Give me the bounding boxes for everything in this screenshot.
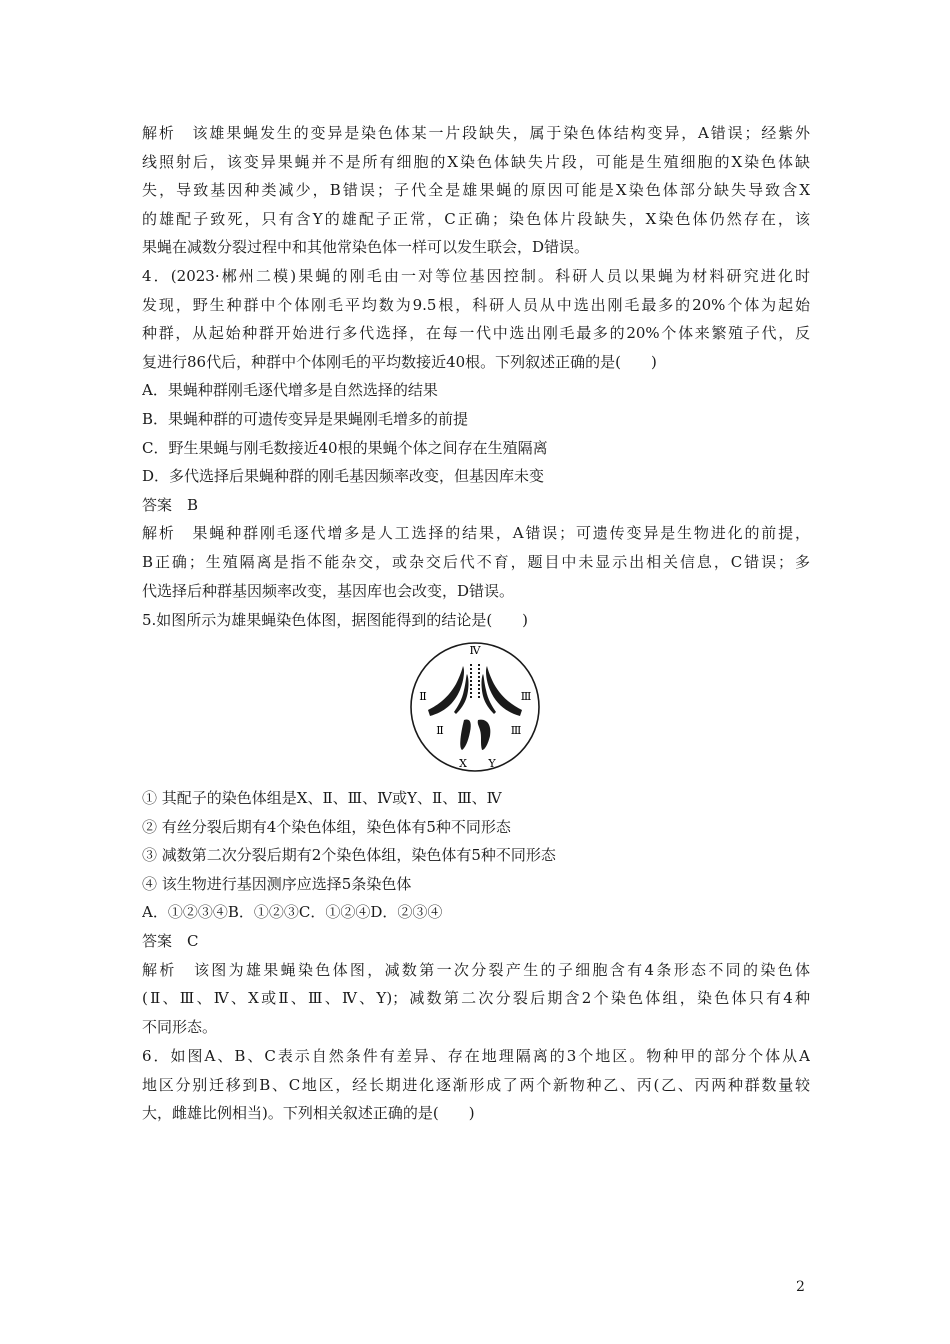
q3-analysis-line: 的雄配子致死，只有含Y的雄配子正常，C正确；染色体片段缺失，X染色体仍然存在，该 [142, 209, 810, 228]
label-x: X [459, 757, 467, 770]
question-4 [142, 262, 810, 605]
q5-options: A．①②③④B．①②③C．①②④D．②③④ [142, 903, 443, 922]
q5-stem-line: 5.如图所示为雄果蝇染色体图，据图能得到的结论是( ) [142, 611, 529, 629]
karyotype-diagram [408, 640, 542, 774]
q5-analysis-line: 解析 该图为雄果蝇染色体图，减数第一次分裂产生的子细胞含有4条形态不同的染色体 [142, 960, 810, 979]
q3-analysis [142, 119, 810, 262]
q4-option-a: A．果蝇种群刚毛逐代增多是自然选择的结果 [142, 381, 438, 400]
page-number: 2 [796, 1279, 805, 1295]
question-5-body [142, 784, 810, 1041]
chromosome-figure [408, 640, 542, 774]
q6-stem-line: 6．如图A、B、C表示自然条件有差异、存在地理隔离的3个地区。物种甲的部分个体从A [142, 1047, 810, 1065]
q5-statement: ① 其配子的染色体组是X、Ⅱ、Ⅲ、Ⅳ或Y、Ⅱ、Ⅲ、Ⅳ [142, 789, 502, 807]
q5-analysis-line: 不同形态。 [142, 1017, 218, 1036]
q5-stem [142, 606, 810, 635]
q3-analysis-line: 失，导致基因种类减少，B错误；子代全是雄果蝇的原因可能是X染色体部分缺失导致含X [142, 181, 810, 200]
q4-analysis-line: 解析 果蝇种群刚毛逐代增多是人工选择的结果，A错误；可遗传变异是生物进化的前提， [142, 524, 810, 543]
q5-answer: 答案 C [142, 931, 199, 950]
label-iv: Ⅳ [469, 644, 481, 657]
q4-answer: 答案 B [142, 495, 199, 514]
q4-option-d: D．多代选择后果蝇种群的刚毛基因频率改变，但基因库未变 [142, 467, 545, 486]
label-ii-low: Ⅱ [436, 724, 444, 737]
q4-stem-line: 种群，从起始种群开始进行多代选择，在每一代中选出刚毛最多的20%个体来繁殖子代，反 [142, 324, 810, 343]
q5-statement: ② 有丝分裂后期有4个染色体组，染色体有5种不同形态 [142, 817, 511, 836]
question-6 [142, 1042, 810, 1128]
q4-stem-line: 复进行86代后，种群中个体刚毛的平均数接近40根。下列叙述正确的是( ) [142, 352, 657, 371]
q4-option-b: B．果蝇种群的可遗传变异是果蝇刚毛增多的前提 [142, 409, 469, 428]
q5-statement: ③ 减数第二次分裂后期有2个染色体组，染色体有5种不同形态 [142, 846, 556, 865]
q4-stem-line: 4．(2023·郴州二模)果蝇的刚毛由一对等位基因控制。科研人员以果蝇为材料研究进化时 [142, 267, 810, 285]
label-ii-left: Ⅱ [419, 690, 427, 703]
q5-analysis-line: (Ⅱ、Ⅲ、Ⅳ、X或Ⅱ、Ⅲ、Ⅳ、Y)；减数第二次分裂后期含2个染色体组，染色体只有4种 [142, 989, 810, 1008]
q6-stem-line: 地区分别迁移到B、C地区，经长期进化逐渐形成了两个新物种乙、丙(乙、丙两种群数量较 [142, 1075, 810, 1094]
q4-option-c: C．野生果蝇与刚毛数接近40根的果蝇个体之间存在生殖隔离 [142, 438, 548, 457]
label-iii-right: Ⅲ [520, 690, 532, 703]
q4-stem-line: 发现，野生种群中个体刚毛平均数为9.5根，科研人员从中选出刚毛最多的20%个体为起始 [142, 295, 810, 314]
q4-analysis-line: B正确；生殖隔离是指不能杂交，或杂交后代不育，题目中未显示出相关信息，C错误；多 [142, 552, 810, 571]
q6-stem-line: 大，雌雄比例相当)。下列相关叙述正确的是( ) [142, 1104, 475, 1123]
q3-analysis-line: 果蝇在减数分裂过程中和其他常染色体一样可以发生联会，D错误。 [142, 238, 590, 257]
q3-analysis-line: 线照射后，该变异果蝇并不是所有细胞的X染色体缺失片段，可能是生殖细胞的X染色体缺 [142, 152, 810, 171]
q4-analysis-line: 代选择后种群基因频率改变，基因库也会改变，D错误。 [142, 581, 515, 600]
q5-statement: ④ 该生物进行基因测序应选择5条染色体 [142, 874, 412, 893]
label-iii-low: Ⅲ [510, 724, 522, 737]
cell-outline [411, 643, 539, 771]
label-y: Y [488, 757, 496, 770]
q3-analysis-line: 解析 该雄果蝇发生的变异是染色体某一片段缺失，属于染色体结构变异，A错误；经紫外 [142, 124, 810, 142]
